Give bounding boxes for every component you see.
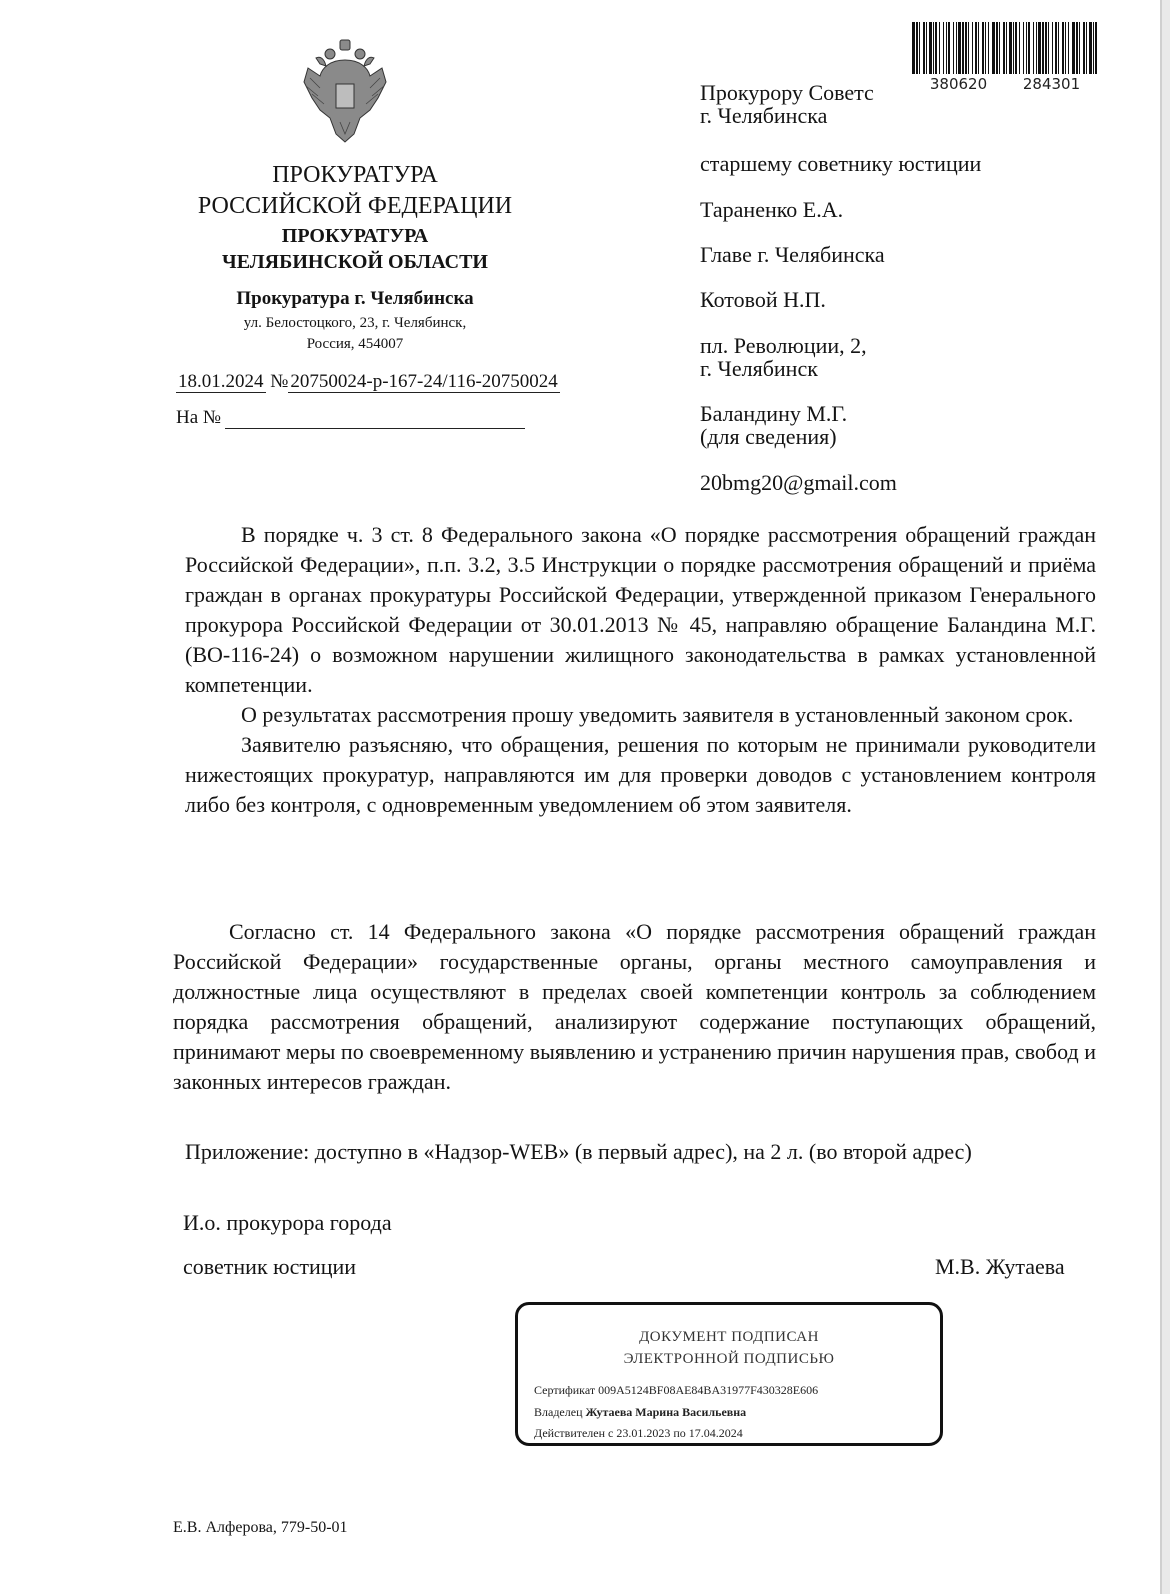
body-paragraph-3: Заявителю разъясняю, что обращения, решения по которым не принимали руководители нижестоящих прокуратур, направляются им для проверки доводов с установлением контроля либо без контроля, с одновременным уведомлением об этом заявителя. [185,732,1096,817]
registration-line [176,371,560,393]
letterhead-regional [155,223,555,275]
letterhead-line-1: ПРОКУРАТУРА [272,162,438,188]
executor-contact: Е.В. Алферова, 779-50-01 [173,1519,348,1536]
registration-date: 18.01.2024 [178,371,264,392]
certificate-label: Сертификат [534,1383,596,1397]
electronic-signature-stamp [515,1302,943,1446]
barcode-number-right: 284301 [1022,75,1081,93]
coat-of-arms-icon [300,38,390,148]
stamp-certificate [534,1383,818,1398]
registration-number: 20750024-р-167-24/116-20750024 [290,371,558,392]
registration-number-prefix: № [270,371,289,392]
body-paragraph-2: О результатах рассмотрения прошу уведомить заявителя в установленный законом срок. [241,702,1074,727]
office-address [155,313,555,355]
addressee-line: (для сведения) [700,424,837,449]
reply-to-blank [225,410,525,429]
stamp-title-2: ЭЛЕКТРОННОЙ ПОДПИСЬЮ [623,1351,835,1367]
letter-body-continued [173,917,1096,1097]
addressee-email: 20bmg20@gmail.com [700,470,897,495]
letterhead-prokuratura-rf [155,160,555,222]
reply-to-line [176,407,525,429]
addressee-address [700,334,867,380]
stamp-title-1: ДОКУМЕНТ ПОДПИСАН [639,1329,819,1345]
office-country-zip: Россия, 454007 [306,336,404,352]
addressee-name: Котовой Н.П. [700,287,826,312]
valid-to: 17.04.2024 [688,1426,743,1440]
signatory-position: И.о. прокурора города [183,1210,392,1235]
addressee-line: Баландину М.Г. [700,401,848,426]
letter-body [185,520,1096,820]
barcode-icon [912,22,1098,74]
letterhead-line-3: ПРОКУРАТУРА [281,225,429,247]
addressee-line: г. Челябинска [700,103,828,128]
addressee-rank: старшему советнику юстиции [700,151,982,176]
addressee-line: пл. Революции, 2, [700,333,867,358]
body-paragraph-1: В порядке ч. 3 ст. 8 Федерального закона «О порядке рассмотрения обращений граждан Российской Федерации», п.п. 3.2, 3.5 Инструкции о порядке рассмотрения обращений и приёма граждан в органах прокуратуры Российской Федерации, утвержденной приказом Генерального прокурора Российской Федерации от 30.01.2013 № 45, направляю обращение Баландина М.Г. (ВО-116-24) о возможном нарушении жилищного законодательства в рамках установленной компетенции. [185,522,1096,697]
addressee-prosecutor [700,81,874,127]
attachment-note: Приложение: доступно в «Надзор-WEB» (в первый адрес), на 2 л. (во второй адрес) [185,1139,972,1164]
reply-to-label: На № [176,407,222,428]
valid-label: Действителен с [534,1426,614,1440]
addressee-line: Прокурору Советс [700,80,874,105]
barcode-number-left: 380620 [929,75,988,93]
signatory-rank: советник юстиции [183,1254,357,1279]
addressee-line: г. Челябинск [700,356,818,381]
owner-label: Владелец [534,1405,583,1419]
barcode [912,22,1098,98]
letterhead-line-2: РОССИЙСКОЙ ФЕДЕРАЦИИ [197,193,513,219]
stamp-validity [534,1426,743,1441]
stamp-owner [534,1405,746,1420]
addressee-head: Главе г. Челябинска [700,242,885,267]
office-street: ул. Белостоцкого, 23, г. Челябинск, [243,315,467,331]
valid-from: 23.01.2023 [616,1426,671,1440]
letterhead-line-4: ЧЕЛЯБИНСКОЙ ОБЛАСТИ [222,251,488,273]
barcode-numbers [912,75,1098,93]
certificate-value: 009A5124BF08AE84BA31977F430328E606 [598,1383,819,1397]
office-name: Прокуратура г. Челябинска [236,288,474,309]
addressee-applicant [700,402,847,448]
valid-to-label: по [673,1426,686,1440]
owner-value: Жутаева Марина Васильевна [585,1405,747,1419]
addressee-name: Тараненко Е.А. [700,197,844,222]
signatory-name: М.В. Жутаева [935,1254,1065,1279]
body-paragraph-4: Согласно ст. 14 Федерального закона «О порядке рассмотрения обращений граждан Российской Федерации» государственные органы, органы местного самоуправления и должностные лица осуществляют в пределах своей компетенции контроль за соблюдением порядка рассмотрения обращений, анализируют содержание поступающих обращений, принимают меры по своевременному выявлению и устранению причин нарушения прав, свобод и законных интересов граждан. [173,919,1096,1094]
